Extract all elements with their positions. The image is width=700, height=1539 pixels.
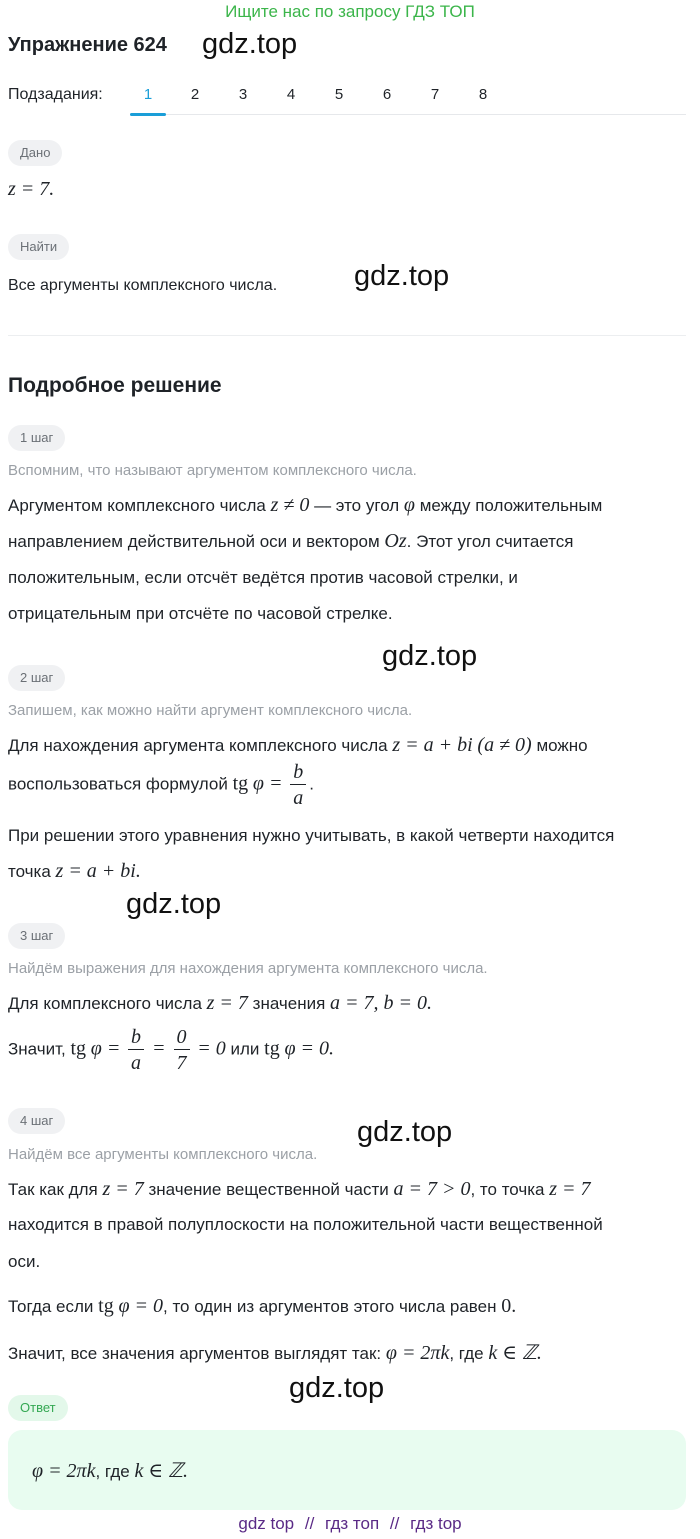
step-1-line-1: Аргументом комплексного числа z ≠ 0 — это угол φ между положительным [8,494,603,516]
step-4-line-5: Значит, все значения аргументов выглядят так: φ = 2πk, где k ∈ ℤ. [8,1342,542,1364]
find-text: Все аргументы комплексного числа. [8,277,278,294]
footer-link-gdz-top-ru[interactable]: гдз топ [325,1514,380,1533]
step-3-line-1: Для комплексного числа z = 7 значения a = 7, b = 0. [8,992,433,1014]
find-chip: Найти [8,234,69,260]
step-4-line-1: Так как для z = 7 значение вещественной части a = 7 > 0, то точка z = 7 [8,1178,591,1200]
step-3-hint: Найдём выражения для нахождения аргумента комплексного числа. [8,960,488,977]
step-3-line-2: Значит, tg φ = $\frac{b}{a}$ = $\frac{0}{7}$ = 0 или tg φ = 0. [8,1026,334,1074]
answer-chip: Ответ [8,1395,68,1421]
step-1-line-2: направлением действительной оси и вектором Oz. Этот угол считается [8,530,574,552]
tab-subtask-3[interactable]: 3 [238,86,248,103]
solution-heading: Подробное решение [8,374,222,397]
watermark: gdz.top [289,1372,385,1404]
answer-value: φ = 2πk, где k ∈ ℤ. [32,1460,189,1482]
watermark: gdz.top [357,1116,453,1148]
step-4-line-4: Тогда если tg φ = 0, то один из аргументов этого числа равен 0. [8,1295,517,1317]
step-1-line-3: положительным, если отсчёт ведётся против часовой стрелки, и [8,568,518,587]
step-2-hint: Запишем, как можно найти аргумент комплексного числа. [8,702,413,719]
tab-subtask-2[interactable]: 2 [190,86,200,103]
tabs-divider [130,114,686,115]
watermark: gdz.top [382,640,478,672]
tab-subtask-1[interactable]: 1 [143,86,153,103]
footer-link-gdz-top-mixed[interactable]: гдз top [410,1514,462,1533]
active-tab-indicator [130,113,166,116]
step-2-line-4: точка z = a + bi. [8,860,141,882]
step-2-chip: 2 шаг [8,665,65,691]
step-4-line-2: находится в правой полуплоскости на положительной части вещественной [8,1215,603,1234]
footer-link-gdz-top[interactable]: gdz top [238,1514,295,1533]
footer-separator: // [304,1514,315,1533]
tab-subtask-6[interactable]: 6 [382,86,392,103]
page-title: Упражнение 624 [8,34,167,56]
tab-subtask-8[interactable]: 8 [478,86,488,103]
footer-separator: // [389,1514,400,1533]
step-4-chip: 4 шаг [8,1108,65,1134]
step-1-hint: Вспомним, что называют аргументом комплексного числа. [8,462,417,479]
step-4-line-3: оси. [8,1252,41,1271]
tab-subtask-4[interactable]: 4 [286,86,296,103]
step-1-line-4: отрицательным при отсчёте по часовой стрелке. [8,604,393,623]
step-2-line-1: Для нахождения аргумента комплексного числа z = a + bi (a ≠ 0) можно [8,734,588,756]
answer-box [8,1430,686,1510]
step-4-hint: Найдём все аргументы комплексного числа. [8,1146,318,1163]
tab-subtask-7[interactable]: 7 [430,86,440,103]
watermark: gdz.top [354,260,450,292]
footer-links [0,1514,700,1534]
step-2-line-2: воспользоваться формулой tg φ = $\frac{b}{a}$ . [8,761,314,809]
subtasks-label: Подзадания: [8,86,103,103]
step-3-chip: 3 шаг [8,923,65,949]
tab-subtask-5[interactable]: 5 [334,86,344,103]
given-value: z = 7. [8,178,55,200]
step-1-chip: 1 шаг [8,425,65,451]
watermark: gdz.top [202,28,298,60]
given-chip: Дано [8,140,62,166]
watermark: gdz.top [126,888,222,920]
promo-banner[interactable]: Ищите нас по запросу ГДЗ ТОП [225,2,475,21]
section-divider [8,335,686,336]
step-2-line-3: При решении этого уравнения нужно учитывать, в какой четверти находится [8,826,615,845]
